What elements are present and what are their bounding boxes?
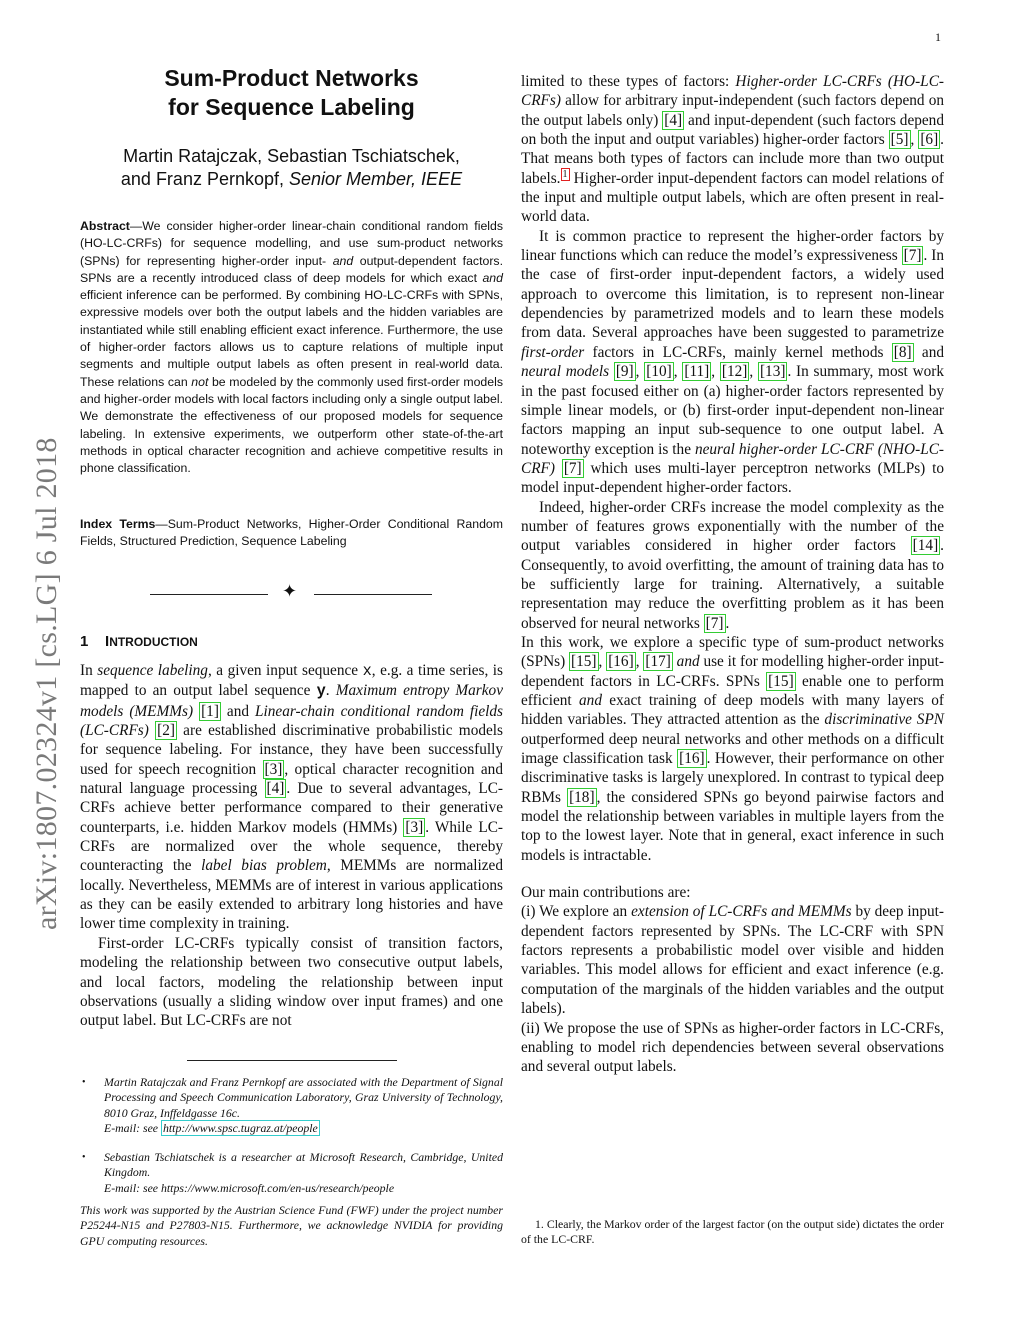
citation-link[interactable]: [8] <box>893 343 912 361</box>
index-terms-text: —Sum-Product Networks, Higher-Order Conditional Random Fields, Structured Prediction, Sequence Labeling <box>80 517 503 549</box>
citation-link[interactable]: [4] <box>266 780 285 798</box>
abstract-text: be modeled by the commonly used first-order models and higher-order models with local factors including only a single output label. We demonstrate the effectiveness of our proposed models for sequence labeling. In extensive experiments, we outperform other state-of-the-art methods in optical character recognition and achieve competitive results in phone classification. <box>80 374 503 476</box>
authors-line-2 <box>80 168 503 191</box>
paragraph: It is common practice to represent the higher-order factors by linear functions which can reduce the model’s expressiveness [7] . In the case of first-order input-dependent factors, a widely used approach to overcome this limitation, is to represent non-linear dependencies by parametrized models and to learn these models from data. Several approaches have been suggested to parametrize first-order factors in LC-CRFs, mainly kernel methods [8] and neural models [9] , [10] , [11] , [12] , [13] . In summary, most work in the past focused either on (a) higher-order factors represented by simple linear models, or (b) first-order input-dependent non-linear factors mapping an input sub-sequence to one output label. A noteworthy exception is the neural higher-order LC-CRF (NHO-LC-CRF) [7] which uses multi-layer perceptron networks (MLPs) to model input-dependent higher-order factors. <box>521 227 945 497</box>
column-left <box>80 661 503 1031</box>
citation-link[interactable]: [12] <box>721 363 748 381</box>
bullet: • <box>82 1152 86 1163</box>
paragraph: In sequence labeling, a given input sequence x, e.g. a time series, is mapped to an output label sequence y. Maximum entropy Markov models (MEMMs) [1] and Linear-chain conditional random fields (LC-CRFs) [2] are established discriminative probabilistic models for sequence labeling. For instance, they have been successfully used for speech recognition [3] , optical character recognition and natural language processing [4] . Due to several advantages, LC-CRFs achieve better performance compared to their generative counterparts, i.e. hidden Markov models (HMMs) [3] . While LC-CRFs are normalized over the whole sequence, thereby counteracting the label bias problem, MEMMs are normalized locally. Nevertheless, MEMMs are of interest in various applications as they can be easily extended to arbitrary long histories and have lower time complexity in training. <box>80 662 504 933</box>
paper-title <box>80 64 503 122</box>
abstract-label: Abstract <box>80 219 130 233</box>
arxiv-stamp: arXiv:1807.02324v1 [cs.LG] 6 Jul 2018 <box>30 437 63 930</box>
citation-link[interactable]: [3] <box>405 818 424 836</box>
citation-link[interactable]: [10] <box>646 363 672 381</box>
citation-link[interactable]: [3] <box>264 760 283 778</box>
paragraph: limited to these types of factors: Higher-order LC-CRFs (HO-LC-CRFs) allow for arbitrary input-independent (such factors depend on the output labels only) [4] and input-dependent (such factors depend on both the input and output variables) higher-order factors [5] , [6] . That means both types of factors can include more than two output labels. $^1$ Higher-order input-dependent factors can model relations of the input and multiple output labels, which are often present in real-world data. <box>521 73 944 226</box>
title-line-1: Sum-Product Networks <box>164 65 419 91</box>
section-heading <box>80 633 198 650</box>
citation-link[interactable]: [7] <box>705 614 724 632</box>
section-title-initial: I <box>105 633 110 650</box>
footnote-affiliation-2: Sebastian Tschiatschek is a researcher at Microsoft Research, Cambridge, United Kingdom. E-mail: see https://www.microsoft.com/en-us/research/people <box>104 1150 503 1195</box>
paragraph: (i) We explore an extension of LC-CRFs and MEMMs by deep input-dependent factors represented by SPNs. The LC-CRF with SPN factors represents a probabilistic model over visible and hidden variables. This model allows for efficient and exact inference (e.g. computation of the marginals of the hidden variables and the output labels). <box>521 903 944 1018</box>
title-line-2: for Sequence Labeling <box>168 94 415 120</box>
abstract <box>80 218 503 477</box>
section-number: 1 <box>80 633 89 650</box>
citation-link[interactable]: [17] <box>645 653 671 671</box>
citation-link[interactable]: [15] <box>768 672 794 690</box>
authors-names: and Franz Pernkopf, <box>120 169 289 189</box>
paragraph: Indeed, higher-order CRFs increase the model complexity as the number of features grows exponentially with the number of the output variables considered in higher order factors [14] . Consequently, to avoid overfitting, the amount of training data has to be sufficiently large for training. Alternatively, a suitable representation may reduce the overfitting problem as it has been observed for neural networks [7] . <box>521 498 944 632</box>
footnote-rule <box>187 1060 397 1061</box>
divider-line <box>150 594 268 595</box>
citation-link[interactable]: [9] <box>615 363 634 381</box>
footnote-funding: This work was supported by the Austrian Science Fund (FWF) under the project number P25244-N15 and P27803-N15. Furthermore, we acknowledge NVIDIA for providing GPU computing resources. <box>80 1203 503 1248</box>
authors <box>80 145 503 191</box>
footnote-marker-link[interactable]: 1 <box>562 168 568 180</box>
abstract-emph: not <box>191 374 209 389</box>
citation-link[interactable]: [1] <box>201 702 219 720</box>
authors-role: Senior Member, IEEE <box>289 169 463 189</box>
citation-link[interactable]: [16] <box>679 750 705 768</box>
citation-link[interactable]: [14] <box>912 537 939 555</box>
citation-link[interactable]: [4] <box>664 111 683 129</box>
citation-link[interactable]: [6] <box>920 131 939 149</box>
section-title-rest: NTRODUCTION <box>109 635 198 649</box>
citation-link[interactable]: [15] <box>571 653 597 671</box>
citation-link[interactable]: [7] <box>563 459 582 477</box>
citation-link[interactable]: [7] <box>903 247 922 265</box>
paragraph: Our main contributions are: <box>521 884 691 902</box>
index-terms <box>80 516 503 551</box>
citation-link[interactable]: [2] <box>157 722 175 740</box>
section-divider <box>150 581 432 604</box>
divider-line <box>314 594 432 595</box>
affiliation-url-link[interactable]: http://www.spsc.tugraz.at/people <box>163 1120 318 1135</box>
abstract-text: efficient inference can be performed. By combining HO-LC-CRFs with SPNs, expressive models over both the output labels and the hidden variables are instantiated while still enabling efficient exact inference. Furthermore, the use of higher-order factors allows us to capture relations of multiple input segments and multiple output labels as often present in real-world data. These relations can <box>80 288 503 389</box>
bullet: • <box>82 1077 86 1088</box>
abstract-text: output-dependent factors. SPNs are a recently introduced class of deep models for which exact <box>80 253 503 285</box>
footnote-1-text: 1. Clearly, the Markov order of the largest factor (on the output side) dictates the order of the LC-CRF. <box>521 1217 944 1247</box>
paragraph: (ii) We propose the use of SPNs as higher-order factors in LC-CRFs, enabling to model rich dependencies between several observations and several output labels. <box>521 1019 944 1076</box>
abstract-emph: and <box>332 253 354 268</box>
paragraph: In this work, we explore a specific type of sum-product networks (SPNs) [15] , [16] , [17] and use it for modelling higher-order input-dependent factors in LC-CRFs. SPNs [15] enable one to perform efficient and exact training of deep models with many layers of hidden variables. They attracted attention as the discriminative SPN outperformed deep neural networks and other methods on a difficult image classification task [16] . However, their performance on other discriminative tasks is largely unexplored. In contrast to typical deep RBMs [18] , the considered SPNs go beyond pairwise factors and model the relationship between variables in multiple layers from the top to the lowest layer. Note that in general, exact inference in such models is intractable. <box>521 633 945 864</box>
abstract-text: —We consider higher-order linear-chain conditional random fields (HO-LC-CRFs) for sequence modelling, and use sum-product networks (SPNs) for representing higher-order input- <box>80 219 503 268</box>
citation-link[interactable]: [16] <box>608 653 634 671</box>
footnote-affiliation-1: Martin Ratajczak and Franz Pernkopf are associated with the Department of Signal Processing and Speech Communication Laboratory, Graz University of Technology, 8010 Graz, Inffeldgasse 16c. E-mail: see http://www.spsc.tugraz.at/people <box>104 1075 503 1135</box>
divider-star-icon: ✦ <box>282 581 298 602</box>
abstract-emph: and <box>482 270 503 285</box>
page-number: 1 <box>935 30 941 44</box>
citation-link[interactable]: [13] <box>759 363 786 381</box>
footnote-1 <box>521 1217 944 1248</box>
index-terms-label: Index Terms <box>80 517 156 531</box>
authors-line-1: Martin Ratajczak, Sebastian Tschiatschek, <box>123 146 460 166</box>
paragraph: First-order LC-CRFs typically consist of transition factors, modeling the relationship between two consecutive output labels, and local factors, modeling the relationship between input observations (usually a sliding window over input frames) and one output label. But LC-CRFs are not <box>80 934 503 1030</box>
citation-link[interactable]: [5] <box>890 131 909 149</box>
citation-link[interactable]: [11] <box>684 363 710 381</box>
citation-link[interactable]: [18] <box>569 788 595 806</box>
column-right <box>521 72 944 1077</box>
